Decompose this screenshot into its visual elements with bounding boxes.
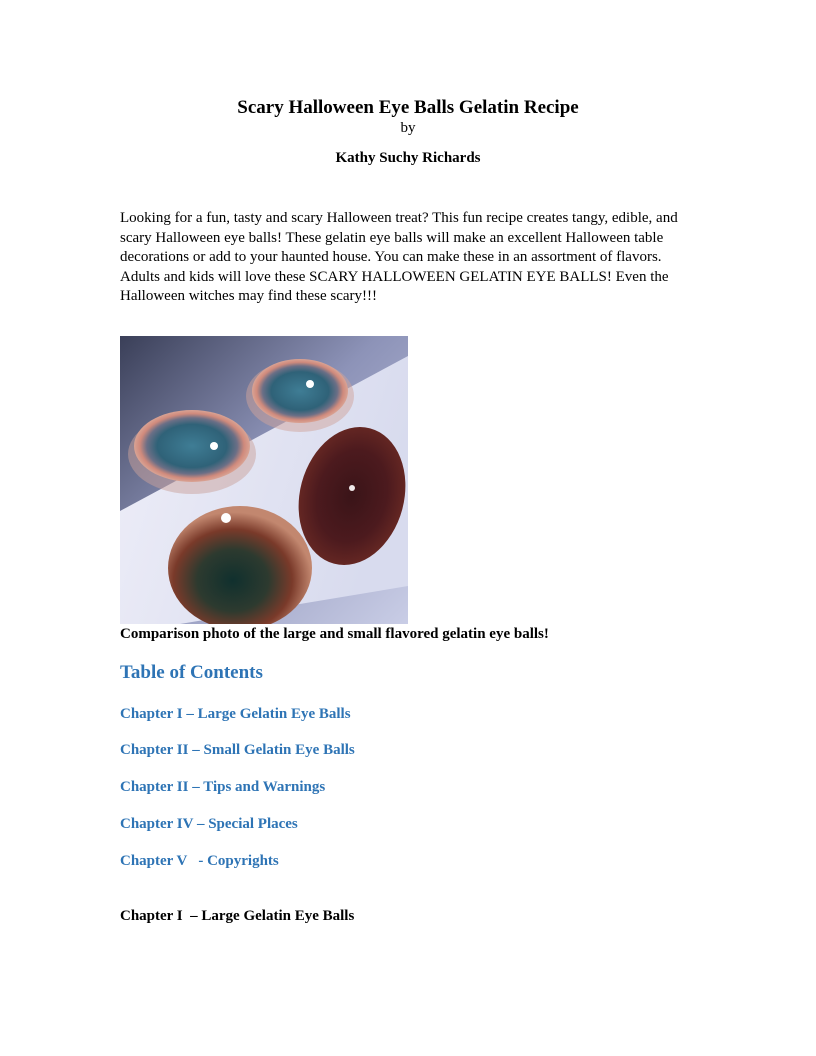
toc-link-chapter-5[interactable]: Chapter V - Copyrights bbox=[120, 853, 279, 869]
chapter-1-heading: Chapter I – Large Gelatin Eye Balls bbox=[120, 908, 355, 924]
toc-link-chapter-2-tips[interactable]: Chapter II – Tips and Warnings bbox=[120, 779, 326, 795]
document-title: Scary Halloween Eye Balls Gelatin Recipe bbox=[237, 97, 579, 118]
intro-paragraph: Looking for a fun, tasty and scary Halloween treat? This fun recipe creates tangy, edible, and scary Halloween eye balls! These gelatin eye balls will make an excellent Halloween table decorations or add to your haunted house. You can make these in an assortment of flavors. Adults and kids will love these SCARY HALLOWEEN GELATIN EYE BALLS! Even the Halloween witches may find these scary!!! bbox=[120, 210, 678, 304]
byline: by bbox=[400, 120, 416, 136]
author-name: Kathy Suchy Richards bbox=[335, 150, 481, 166]
toc-link-chapter-4[interactable]: Chapter IV – Special Places bbox=[120, 816, 298, 832]
gelatin-eyeballs-photo bbox=[120, 336, 408, 624]
toc-link-chapter-1[interactable]: Chapter I – Large Gelatin Eye Balls bbox=[120, 706, 351, 722]
photo-caption: Comparison photo of the large and small flavored gelatin eye balls! bbox=[120, 626, 549, 642]
toc-heading: Table of Contents bbox=[120, 662, 263, 683]
toc-link-chapter-2[interactable]: Chapter II – Small Gelatin Eye Balls bbox=[120, 742, 355, 758]
